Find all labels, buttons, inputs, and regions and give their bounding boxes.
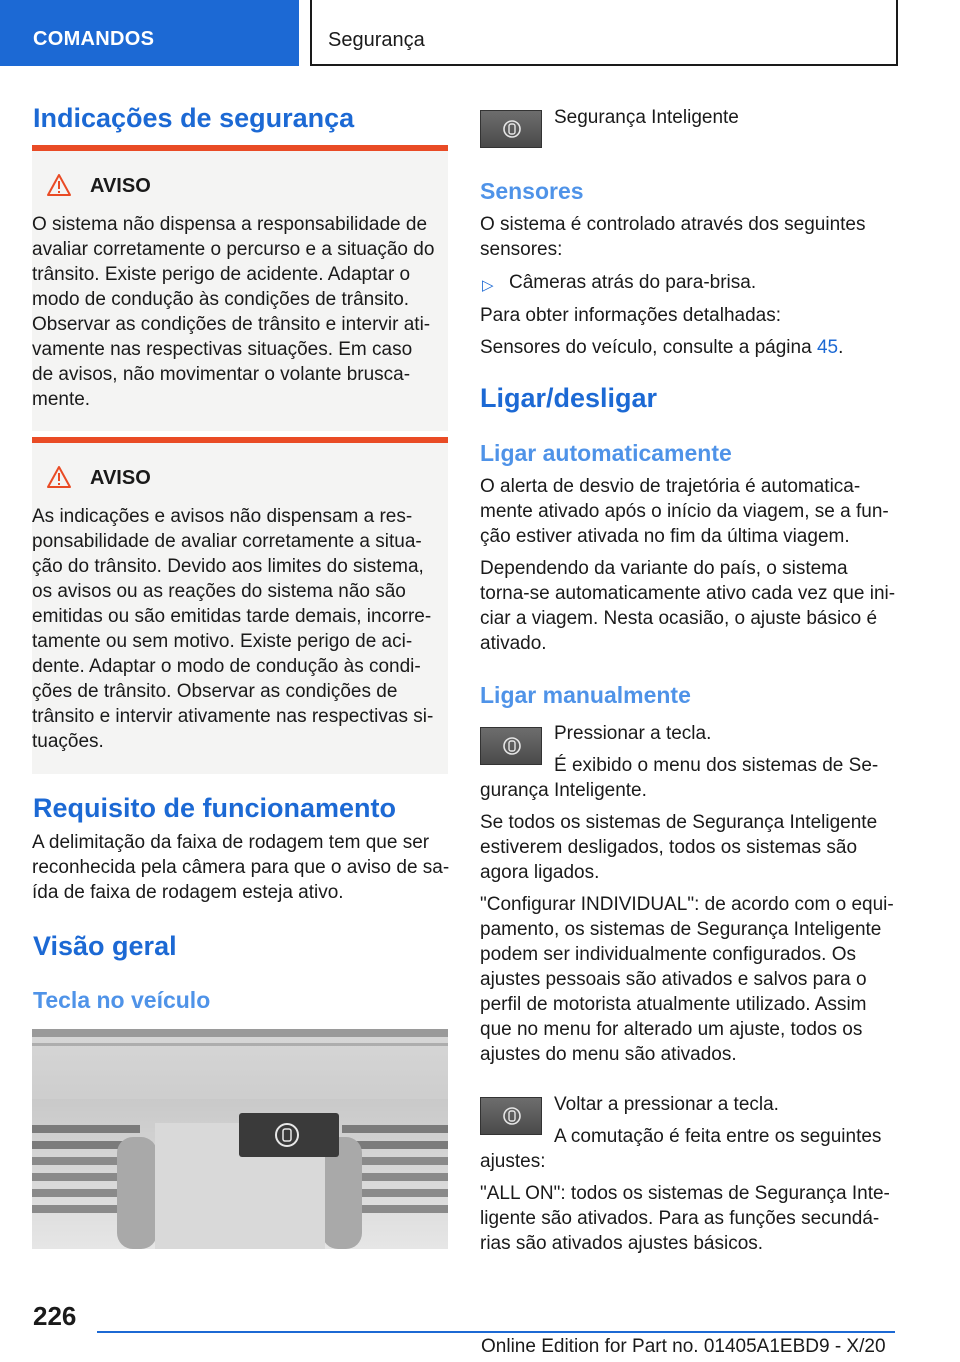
chapter-title: Segurança [328, 29, 425, 51]
warning-label: AVISO [90, 175, 151, 197]
text-line: rias são ativados ajustes básicos. [480, 1233, 764, 1254]
text-line: os avisos ou as reações do sistema não são [32, 581, 406, 602]
text-line: trânsito e intervir ativamente nas respectivas si‐ [32, 706, 434, 727]
individual-text [480, 892, 894, 1067]
all-off-text [480, 810, 877, 885]
text-line: ída de faixa de rodagem esteja ativo. [32, 882, 344, 903]
text-line: A delimitação da faixa de rodagem tem que ser [32, 832, 430, 853]
text-line: estiverem desligados, todos os sistemas são [480, 837, 858, 858]
section-tab [0, 0, 299, 66]
page-number: 226 [33, 1301, 77, 1331]
text-line: pamento, os sistemas de Segurança Inteligente [480, 919, 882, 940]
text-line: avaliar corretamente o percurso e a situação do [32, 239, 435, 260]
text-line: tamente ou sem motivo. Existe perigo de aci‐ [32, 631, 413, 652]
text-line: As indicações e avisos não dispensam a res‐ [32, 506, 413, 527]
text-line: Observar as condições de trânsito e intervir ati‐ [32, 314, 431, 335]
reference-end: . [838, 337, 844, 358]
text-line: tuações. [32, 731, 104, 752]
text-line: sensores: [480, 239, 563, 260]
sensor-item: Câmeras atrás do para-brisa. [509, 272, 757, 293]
intelligent-safety-icon [503, 119, 521, 139]
warning-text [32, 212, 434, 412]
text-line: ciar a viagem. Nesta ocasião, o ajuste básico é [480, 608, 878, 629]
dashboard-illustration [32, 1029, 448, 1249]
text-line: torna-se automaticamente ativo cada vez que ini‐ [480, 583, 896, 604]
intelligent-safety-icon [503, 736, 521, 756]
heading-vehicle-button: Tecla no veículo [33, 987, 211, 1013]
heading-auto-on: Ligar automaticamente [480, 440, 732, 466]
heading-manual-on: Ligar manualmente [480, 682, 691, 708]
sensors-text [480, 212, 865, 262]
menu-text-line1: É exibido o menu dos sistemas de Se‐ [554, 755, 879, 776]
warning-triangle-icon [46, 173, 72, 197]
text-line: trânsito. Existe perigo de acidente. Adaptar o [32, 264, 411, 285]
text-line: de avisos, não movimentar o volante brusca‐ [32, 364, 411, 385]
warning-text [32, 504, 433, 754]
menu-text-line2: gurança Inteligente. [480, 780, 647, 801]
toggle-text-line1: A comutação é feita entre os seguintes [554, 1126, 882, 1147]
text-line: ponsabilidade de avaliar corretamente a situa‐ [32, 531, 422, 552]
bullet-triangle-icon: ▷ [482, 277, 494, 294]
page-header [0, 0, 960, 66]
toggle-text-line2: ajustes: [480, 1151, 546, 1172]
warning-label: AVISO [90, 467, 151, 489]
text-line: mente. [32, 389, 91, 410]
text-line: que no menu for alterado um ajuste, todos os [480, 1019, 863, 1040]
country-text [480, 556, 895, 656]
text-line: agora ligados. [480, 862, 600, 883]
text-line: ções de trânsito. Observar as condições de [32, 681, 398, 702]
heading-on-off: Ligar/desligar [480, 383, 658, 413]
page-link[interactable]: 45 [816, 337, 839, 358]
warning-triangle-icon [46, 465, 72, 489]
section-label: COMANDOS [33, 28, 155, 50]
all-on-text [480, 1181, 890, 1256]
reference-text: Sensores do veículo, consulte a página [480, 337, 817, 358]
text-line: podem ser individualmente configurados. Os [480, 944, 856, 965]
warning-box-2 [32, 437, 448, 774]
heading-overview: Visão geral [33, 931, 177, 961]
warning-box-1 [32, 145, 448, 431]
text-line: Se todos os sistemas de Segurança Inteligente [480, 812, 878, 833]
text-line: ajustes do menu são ativados. [480, 1044, 737, 1065]
text-line: ajustes pessoais são ativados e salvos para o [480, 969, 867, 990]
text-line: Dependendo da variante do país, o sistema [480, 558, 848, 579]
text-line: ção estiver ativada no fim da última viagem. [480, 526, 850, 547]
text-line: ativado. [480, 633, 547, 654]
text-line: dente. Adaptar o modo de condução às condi‐ [32, 656, 421, 677]
intelligent-safety-key [480, 1097, 542, 1135]
text-line: perfil de motorista atualmente utilizado. Assim [480, 994, 867, 1015]
intelligent-safety-key [480, 110, 542, 148]
vehicle-button-photo [32, 1029, 448, 1249]
text-line: O sistema não dispensa a responsabilidade de [32, 214, 428, 235]
text-line: reconhecida pela câmera para que o aviso de sa‐ [32, 857, 450, 878]
auto-text [480, 474, 889, 549]
text-line: vamente nas respectivas situações. Em caso [32, 339, 413, 360]
info-line: Para obter informações detalhadas: [480, 305, 782, 326]
chapter-title-box [310, 0, 898, 66]
text-line: "Configurar INDIVIDUAL": de acordo com o equi‐ [480, 894, 894, 915]
heading-requirement: Requisito de funcionamento [33, 793, 397, 823]
intelligent-safety-icon [503, 1106, 521, 1126]
edition-text: Online Edition for Part no. 01405A1EBD9 - X/20 [481, 1336, 886, 1357]
key-label: Segurança Inteligente [554, 107, 739, 128]
press-again-text: Voltar a pressionar a tecla. [554, 1094, 779, 1115]
text-line: O sistema é controlado através dos seguintes [480, 214, 866, 235]
text-line: "ALL ON": todos os sistemas de Segurança Inte‐ [480, 1183, 890, 1204]
text-line: mente ativado após o início da viagem, se a fun‐ [480, 501, 889, 522]
text-line: O alerta de desvio de trajetória é automatica‐ [480, 476, 861, 497]
press-key-text: Pressionar a tecla. [554, 723, 712, 744]
text-line: ção do trânsito. Devido aos limites do sistema, [32, 556, 424, 577]
text-line: emitidas ou são emitidas tarde demais, incorre‐ [32, 606, 432, 627]
intelligent-safety-key [480, 727, 542, 765]
heading-safety-indications: Indicações de segurança [33, 103, 355, 133]
page-reference [480, 335, 843, 360]
text-line: modo de condução às condições de trânsito. [32, 289, 410, 310]
footer-divider [97, 1331, 895, 1333]
requirement-text [32, 830, 449, 905]
heading-sensors: Sensores [480, 178, 584, 204]
text-line: ligente são ativados. Para as funções secundá‐ [480, 1208, 880, 1229]
